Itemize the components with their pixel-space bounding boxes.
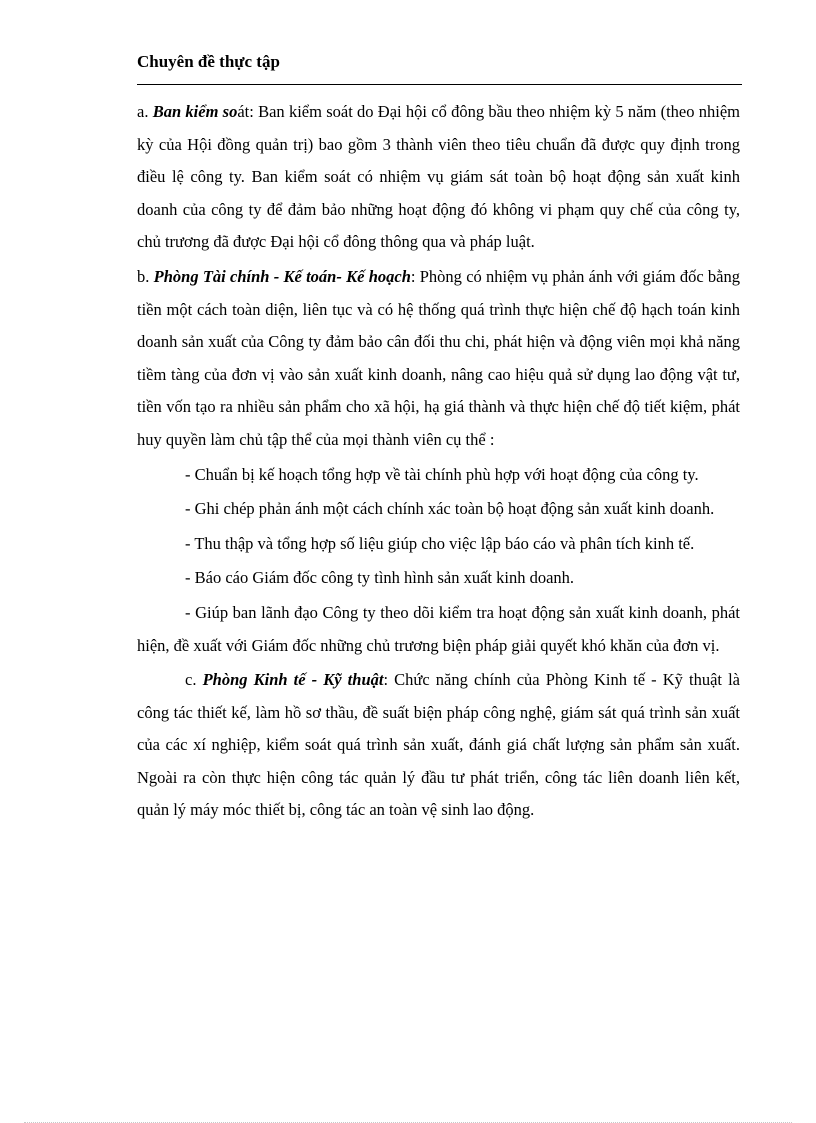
page-header — [137, 51, 742, 73]
paragraph-phong-tai-chinh — [137, 261, 740, 457]
paragraph-phong-kinh-te — [137, 664, 740, 827]
paragraph-ban-kiem-soat — [137, 96, 740, 259]
paragraph-text: : Chức năng chính của Phòng Kinh tế - Kỹ thuật là công tác thiết kế, làm hồ sơ thầu, đề suất biện pháp công nghệ, giám sát quá trình sản xuất của các xí nghiệp, kiểm soát quá trình sản xuất, đánh giá chất lượng sản phẩm sản xuất. Ngoài ra còn thực hiện công tác quản lý đầu tư phát triển, công tác liên doanh liên kết, quản lý máy móc thiết bị, công tác an toàn vệ sinh lao động. — [137, 670, 740, 820]
paragraph-prefix: a. — [137, 102, 153, 121]
paragraph-prefix: c. — [185, 670, 203, 690]
paragraph-text: át: Ban kiểm soát do Đại hội cổ đông bầu theo nhiệm kỳ 5 năm (theo nhiệm kỳ của Hội đồng quản trị) bao gồm 3 thành viên theo tiêu chuẩn đã được quy định trong điều lệ công ty. Ban kiểm soát có nhiệm vụ giám sát toàn bộ hoạt động sản xuất kinh doanh của công ty để đảm bảo những hoạt động đó không vi phạm quy chế của công ty, chủ trương đã được Đại hội cổ đông thông qua và pháp luật. — [137, 102, 740, 252]
section-term: Ban kiểm so — [152, 102, 238, 121]
header-divider — [137, 84, 742, 85]
bullet-item: - Giúp ban lãnh đạo Công ty theo dõi kiểm tra hoạt động sản xuất kinh doanh, phát hiện, đề xuất với Giám đốc những chủ trương biện pháp giải quyết khó khăn của đơn vị. — [137, 602, 740, 655]
section-term: Phòng Kinh tế - Kỹ thuật — [202, 670, 384, 690]
bullet-item: - Chuẩn bị kế hoạch tổng hợp về tài chính phù hợp với hoạt động của công ty. — [185, 464, 699, 484]
bullet-item: - Báo cáo Giám đốc công ty tình hình sản xuất kinh doanh. — [185, 568, 575, 588]
section-term: Phòng Tài chính - Kế toán- Kế hoạch — [153, 266, 411, 286]
bullet-item: - Ghi chép phản ánh một cách chính xác toàn bộ hoạt động sản xuất kinh doanh. — [185, 499, 715, 519]
bullet-item: - Thu thập và tổng hợp số liệu giúp cho việc lập báo cáo và phân tích kinh tế. — [185, 533, 695, 553]
header-title: Chuyên đề thực tập — [137, 52, 280, 71]
paragraph-text: : Phòng có nhiệm vụ phản ánh với giám đốc bằng tiền một cách toàn diện, liên tục và có hệ thống quá trình thực hiện chế độ hạch toán kinh doanh sản xuất của Công ty đảm bảo cân đối thu chi, phát hiện và động viên mọi khả năng tiềm tàng của đơn vị vào sản xuất kinh doanh, nâng cao hiệu quả sử dụng lao động vật tư, tiền vốn tạo ra nhiều sản phẩm cho xã hội, hạ giá thành và thực hiện chế độ tiết kiệm, phát huy quyền làm chủ tập thể của mọi thành viên cụ thể : — [137, 266, 741, 449]
document-body — [137, 96, 740, 829]
paragraph-prefix: b. — [137, 266, 154, 286]
